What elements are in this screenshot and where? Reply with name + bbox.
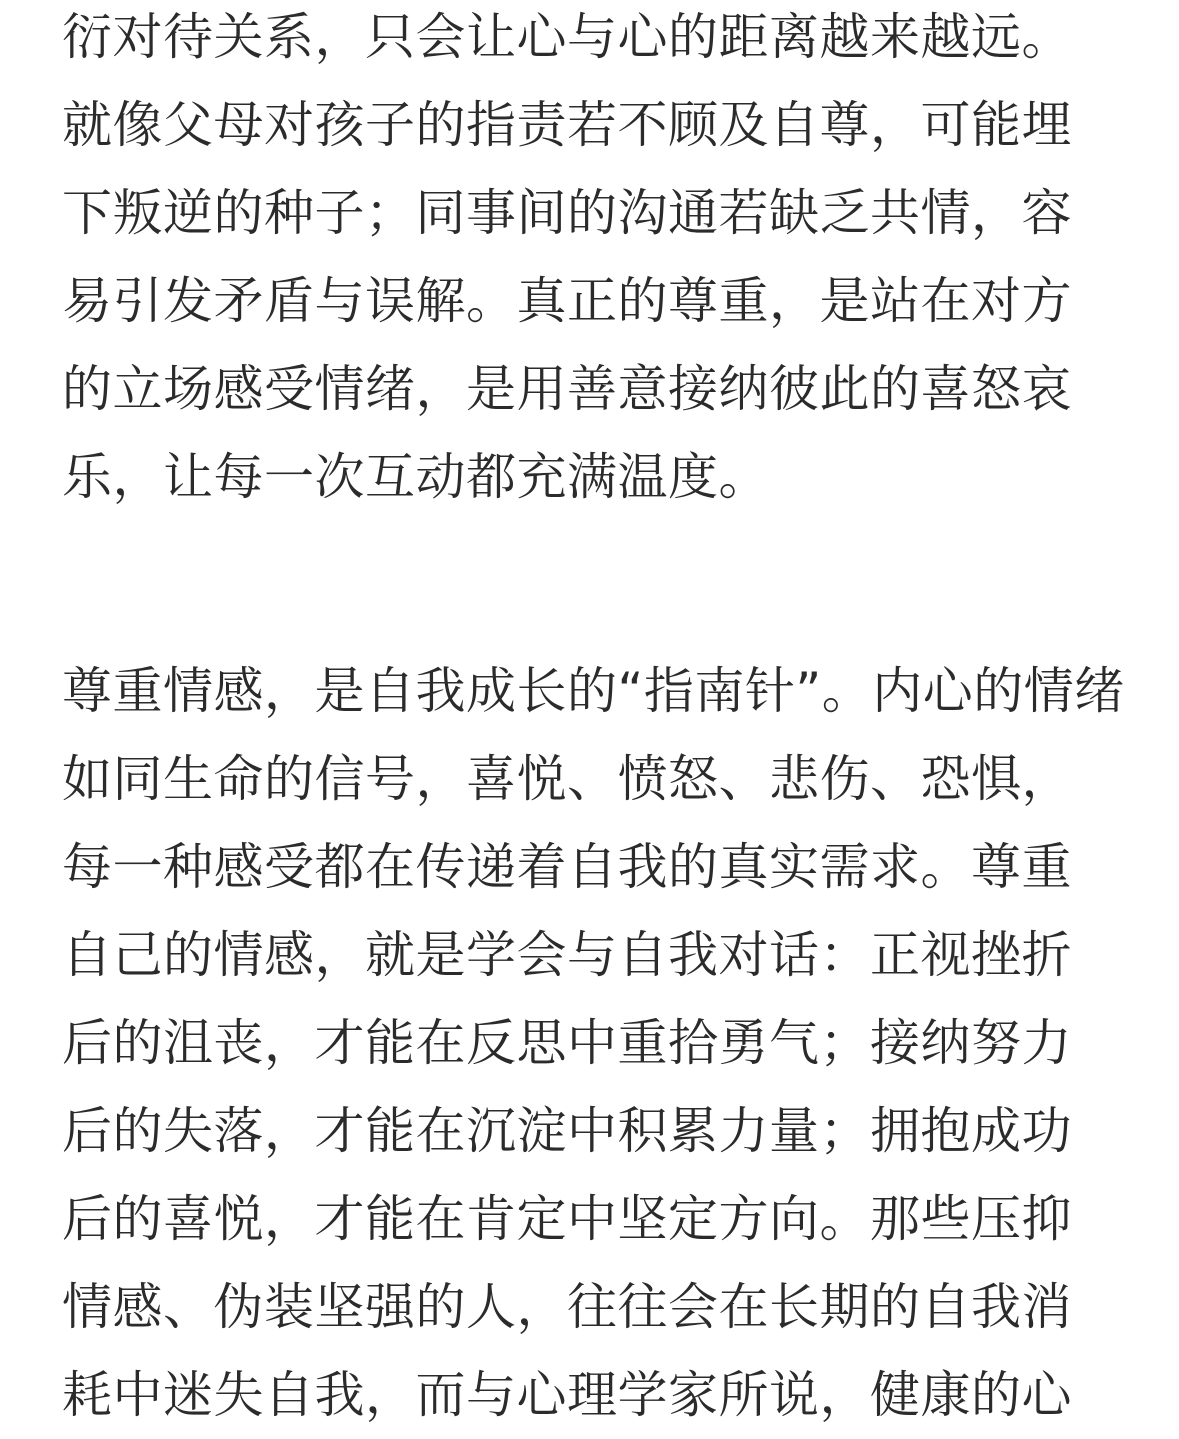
- paragraph-line: 后的沮丧，才能在反思中重拾勇气；接纳努力: [62, 1014, 1072, 1072]
- paragraph-line: 易引发矛盾与误解。真正的尊重，是站在对方: [62, 272, 1072, 330]
- paragraph-line: 下叛逆的种子；同事间的沟通若缺乏共情，容: [62, 184, 1072, 242]
- paragraph-line: 自己的情感，就是学会与自我对话：正视挫折: [62, 926, 1072, 984]
- paragraph-line: 如同生命的信号，喜悦、愤怒、悲伤、恐惧，: [62, 750, 1072, 808]
- paragraph-line: 的立场感受情绪，是用善意接纳彼此的喜怒哀: [62, 360, 1072, 418]
- article-paragraph: [62, 0, 1120, 521]
- paragraph-line: 衍对待关系，只会让心与心的距离越来越远。: [62, 8, 1072, 66]
- paragraph-line: 后的失落，才能在沉淀中积累力量；拥抱成功: [62, 1102, 1072, 1160]
- paragraph-line: 每一种感受都在传递着自我的真实需求。尊重: [62, 838, 1072, 896]
- paragraph-line: 乐，让每一次互动都充满温度。: [62, 448, 769, 506]
- paragraph-line: 尊重情感，是自我成长的“指南针”。内心的情绪: [62, 662, 1125, 720]
- article-paragraph: [62, 647, 1125, 1439]
- paragraph-line: 后的喜悦，才能在肯定中坚定方向。那些压抑: [62, 1190, 1072, 1248]
- paragraph-line: 耗中迷失自我，而与心理学家所说，健康的心: [62, 1366, 1072, 1424]
- paragraph-line: 就像父母对孩子的指责若不顾及自尊，可能埋: [62, 96, 1072, 154]
- paragraph-line: 情感、伪装坚强的人，往往会在长期的自我消: [62, 1278, 1072, 1336]
